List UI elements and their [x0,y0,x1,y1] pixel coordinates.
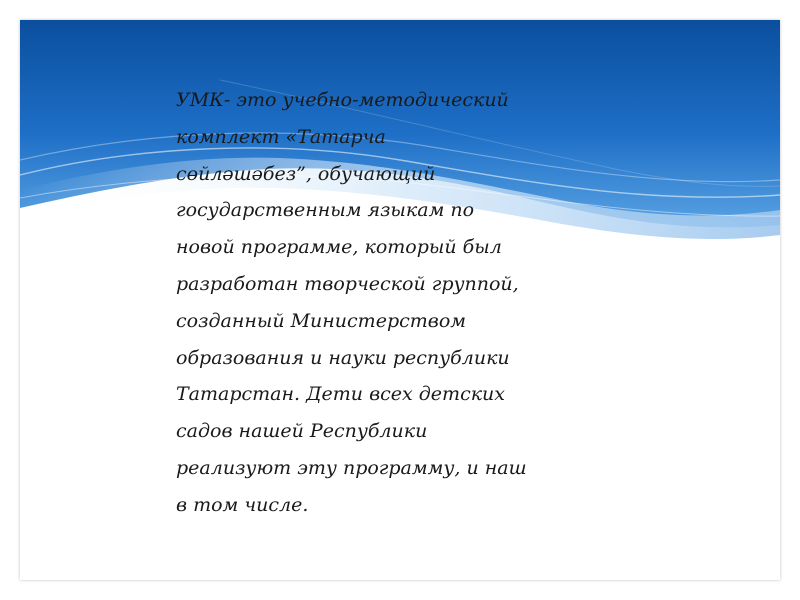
text-line-11: реализуют эту программу, и наш [176,456,527,479]
text-line-10: садов нашей Республики [176,420,428,443]
text-line-5: новой программе, который был [176,236,502,259]
text-line-7: созданный Министерством [176,309,467,332]
text-line-9: Татарстан. Дети всех детских [176,383,506,406]
text-line-1: УМК- это учебно-методический [176,89,509,111]
slide-frame [20,20,780,580]
text-line-6: разработан творческой группой, [176,272,519,295]
text-line-4: государственным языкам по [176,199,475,222]
text-line-8: образования и науки республики [176,346,510,369]
text-line-2: комплект «Татарча [176,125,386,148]
text-line-12: в том числе. [176,493,309,516]
slide-text [176,82,596,524]
text-line-3: сөйләшәбез”, обучающий [176,162,436,185]
